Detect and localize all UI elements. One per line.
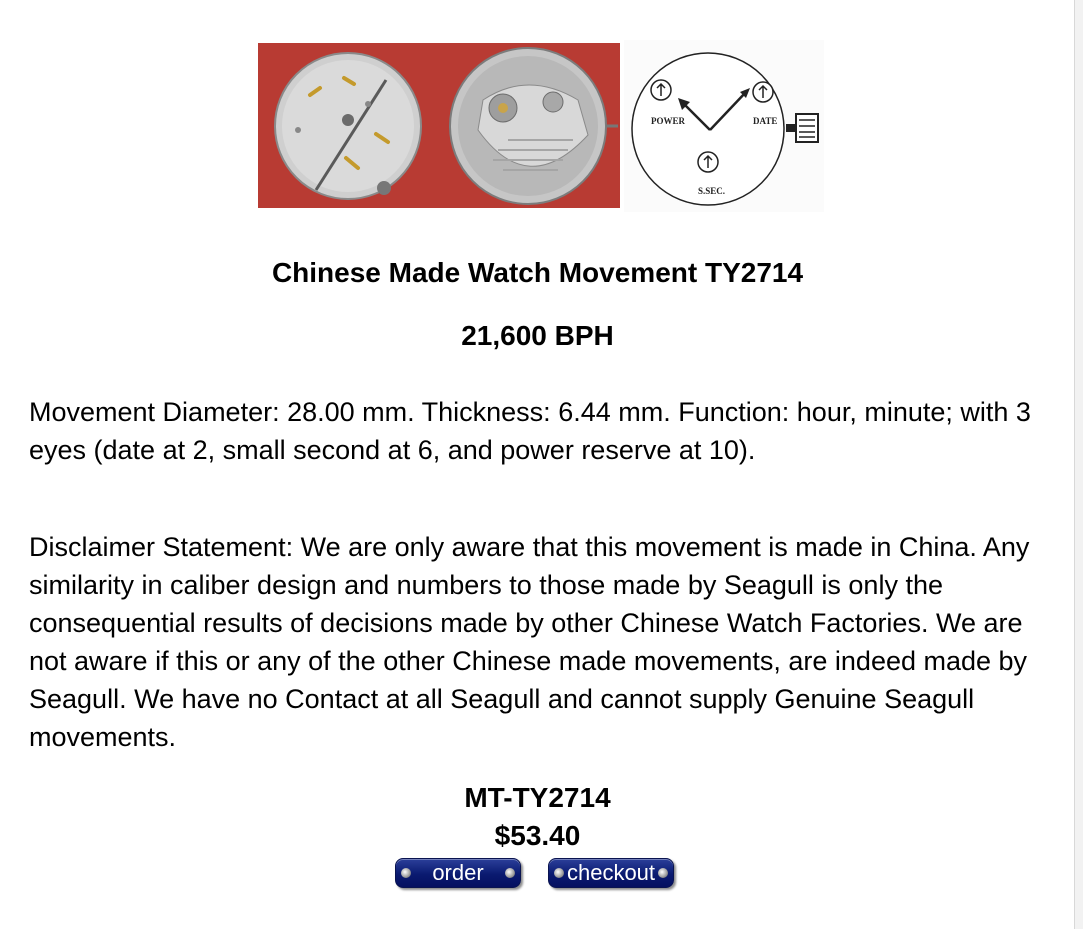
rivet-icon xyxy=(505,868,515,878)
movement-dial-photo xyxy=(275,53,421,199)
checkout-button[interactable] xyxy=(548,858,674,888)
power-label: POWER xyxy=(651,116,686,126)
disclaimer-statement: Disclaimer Statement: We are only aware that this movement is made in China. Any similarity in caliber design and numbers to those made by Seagull is only the consequential results of decisions made by other Chinese Watch Factories. We are not aware if this or any of the other Chinese made movements, are indeed made by Seagull. We have no Contact at all Seagull and cannot supply Genuine Seagull movements. xyxy=(29,532,1030,752)
ssec-label: S.SEC. xyxy=(698,186,726,196)
product-sku: MT-TY2714 xyxy=(464,782,611,813)
checkout-button-label: checkout xyxy=(566,860,656,885)
rivet-icon xyxy=(554,868,564,878)
order-button[interactable] xyxy=(395,858,521,888)
page-edge xyxy=(1074,0,1083,929)
rivet-icon xyxy=(401,868,411,878)
product-price: $53.40 xyxy=(494,820,581,851)
product-description: Movement Diameter: 28.00 mm. Thickness: 6.44 mm. Function: hour, minute; with 3 eyes (date at 2, small second at 6, and power reserve at 10). xyxy=(29,397,1031,465)
order-button-label: order xyxy=(432,860,484,885)
dial-layout-diagram xyxy=(624,40,824,212)
rivet-icon xyxy=(658,868,668,878)
product-image xyxy=(258,40,824,212)
beats-per-hour: 21,600 BPH xyxy=(461,320,614,351)
product-title: Chinese Made Watch Movement TY2714 xyxy=(271,257,804,288)
date-label: DATE xyxy=(753,116,778,126)
